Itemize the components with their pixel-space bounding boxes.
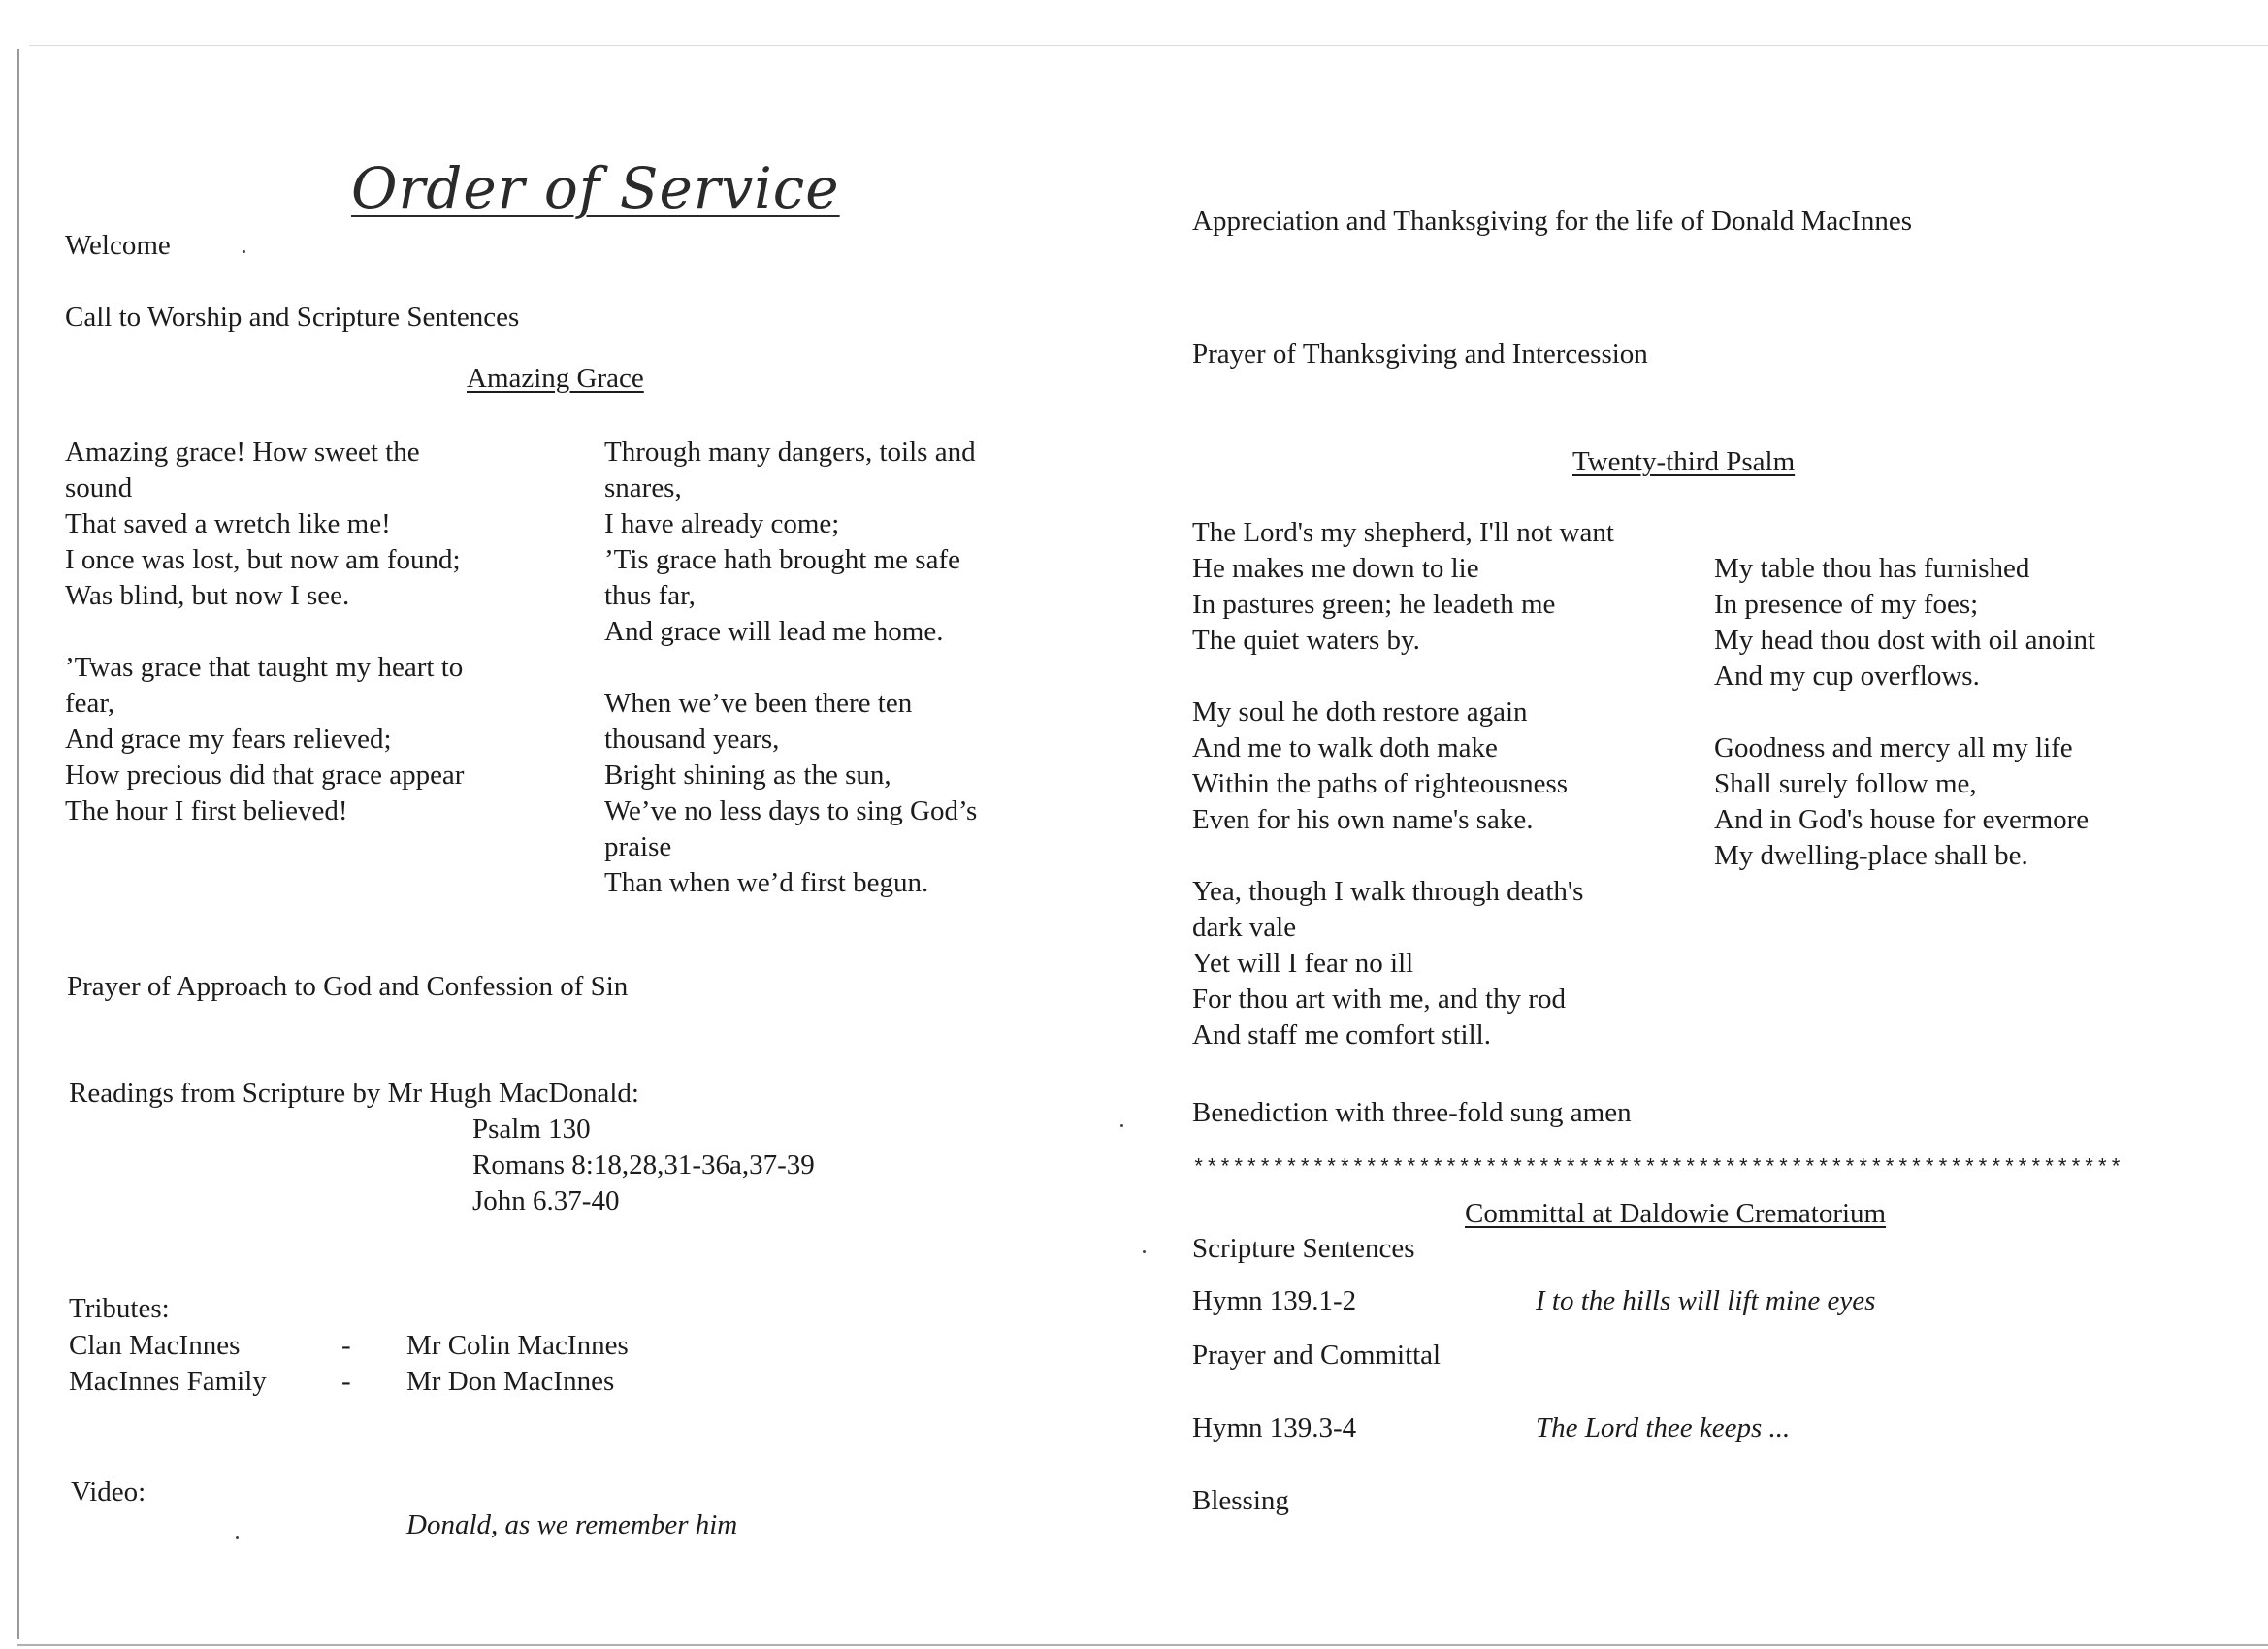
readings-heading: Readings from Scripture by Mr Hugh MacDonald: [69,1078,639,1109]
hymn-line: praise [604,831,672,862]
psalm-line: And my cup overflows. [1714,661,1980,692]
hymn-line: sound [65,472,133,503]
hymn-line: I once was lost, but now am found; [65,544,461,575]
hymn-line: When we’ve been there ten [604,688,913,719]
tribute-dash-2: - [341,1366,351,1397]
scan-edge-bottom [17,1644,2268,1646]
psalm-line: And me to walk doth make [1192,732,1498,763]
reading-3: John 6.37-40 [472,1185,620,1216]
stanza-break [1714,695,2095,730]
psalm-line: Yea, though I walk through death's [1192,876,1584,907]
benediction-heading: Benediction with three-fold sung amen [1192,1097,1632,1128]
prayer-committal-heading: Prayer and Committal [1192,1340,1442,1371]
psalm-line: Shall surely follow me, [1714,768,1977,799]
psalm-line: My head thou dost with oil anoint [1714,625,2096,656]
hymn-line: Bright shining as the sun, [604,760,891,791]
hymn-line: We’ve no less days to sing God’s [604,795,978,826]
tributes-heading: Tributes: [69,1293,170,1324]
psalm-line: Even for his own name's sake. [1192,804,1534,835]
psalm-column-2 [1714,551,2095,874]
hymn-line: Was blind, but now I see. [65,580,350,611]
speck [1120,1124,1123,1127]
tribute-group-1: Clan MacInnes [69,1330,241,1361]
scan-edge-top [29,45,2268,46]
scan-edge-left [17,48,19,1639]
hymn-line: That saved a wretch like me! [65,508,391,539]
speck [1143,1250,1146,1253]
tribute-speaker-1: Mr Colin MacInnes [406,1330,629,1361]
tribute-group-2: MacInnes Family [69,1366,267,1397]
tribute-dash-1: - [341,1330,351,1361]
psalm-line: My dwelling-place shall be. [1714,840,2028,871]
scripture-sentences-heading: Scripture Sentences [1192,1233,1415,1264]
separator-line: ********************************************************************** [1192,1156,2123,1180]
psalm-line: The quiet waters by. [1192,625,1420,656]
prayer-of-approach-heading: Prayer of Approach to God and Confession of Sin [67,971,629,1002]
prayer-thanksgiving-heading: Prayer of Thanksgiving and Intercession [1192,339,1648,370]
committal-title: Committal at Daldowie Crematorium [1465,1198,1887,1229]
tribute-speaker-2: Mr Don MacInnes [406,1366,615,1397]
hymn-line: And grace will lead me home. [604,616,944,647]
amazing-grace-title: Amazing Grace [467,363,644,394]
psalm-column-1 [1192,515,1614,1053]
psalm-line: My table thou has furnished [1714,553,2030,584]
appreciation-heading: Appreciation and Thanksgiving for the life of Donald MacInnes [1192,206,1912,237]
stanza-break [604,650,977,686]
psalm-line: And in God's house for evermore [1714,804,2090,835]
hymn-line: Than when we’d first begun. [604,867,929,898]
psalm-line: Yet will I fear no ill [1192,948,1414,979]
video-title: Donald, as we remember him [406,1509,738,1540]
reading-1: Psalm 130 [472,1114,591,1145]
hymn-line: The hour I first believed! [65,795,348,826]
hymn-line: I have already come; [604,508,840,539]
psalm-line: My soul he doth restore again [1192,696,1528,728]
reading-2: Romans 8:18,28,31-36a,37-39 [472,1149,815,1180]
hymn-1-title: I to the hills will lift mine eyes [1536,1285,1876,1316]
psalm-line: In presence of my foes; [1714,589,1979,620]
speck [243,250,245,253]
psalm-line: In pastures green; he leadeth me [1192,589,1556,620]
hymn-2-reference: Hymn 139.3-4 [1192,1412,1357,1443]
hymn-line: thousand years, [604,724,780,755]
speck [236,1536,239,1539]
hymn-line: snares, [604,472,682,503]
blessing-heading: Blessing [1192,1485,1289,1516]
amazing-grace-column-1 [65,435,464,829]
video-heading: Video: [71,1476,146,1507]
page-title: Order of Service [351,155,840,221]
psalm-line: And staff me comfort still. [1192,1019,1491,1051]
stanza-break [1192,659,1614,695]
psalm-line: For thou art with me, and thy rod [1192,984,1567,1015]
hymn-2-title: The Lord thee keeps ... [1536,1412,1791,1443]
hymn-line: thus far, [604,580,696,611]
psalm-line: He makes me down to lie [1192,553,1479,584]
stanza-break [65,614,464,650]
hymn-line: And grace my fears relieved; [65,724,392,755]
call-to-worship-heading: Call to Worship and Scripture Sentences [65,302,520,333]
stanza-break [1192,838,1614,874]
psalm-line: The Lord's my shepherd, I'll not want [1192,517,1614,548]
psalm-line: Goodness and mercy all my life [1714,732,2073,763]
hymn-line: How precious did that grace appear [65,760,465,791]
hymn-1-reference: Hymn 139.1-2 [1192,1285,1357,1316]
hymn-line: fear, [65,688,115,719]
welcome-heading: Welcome [65,230,171,261]
psalm-title: Twenty-third Psalm [1572,446,1796,477]
psalm-line: dark vale [1192,912,1297,943]
hymn-line: ’Tis grace hath brought me safe [604,544,960,575]
psalm-line: Within the paths of righteousness [1192,768,1569,799]
amazing-grace-column-2 [604,435,977,901]
hymn-line: Through many dangers, toils and [604,436,976,468]
hymn-line: ’Twas grace that taught my heart to [65,652,464,683]
hymn-line: Amazing grace! How sweet the [65,436,420,468]
